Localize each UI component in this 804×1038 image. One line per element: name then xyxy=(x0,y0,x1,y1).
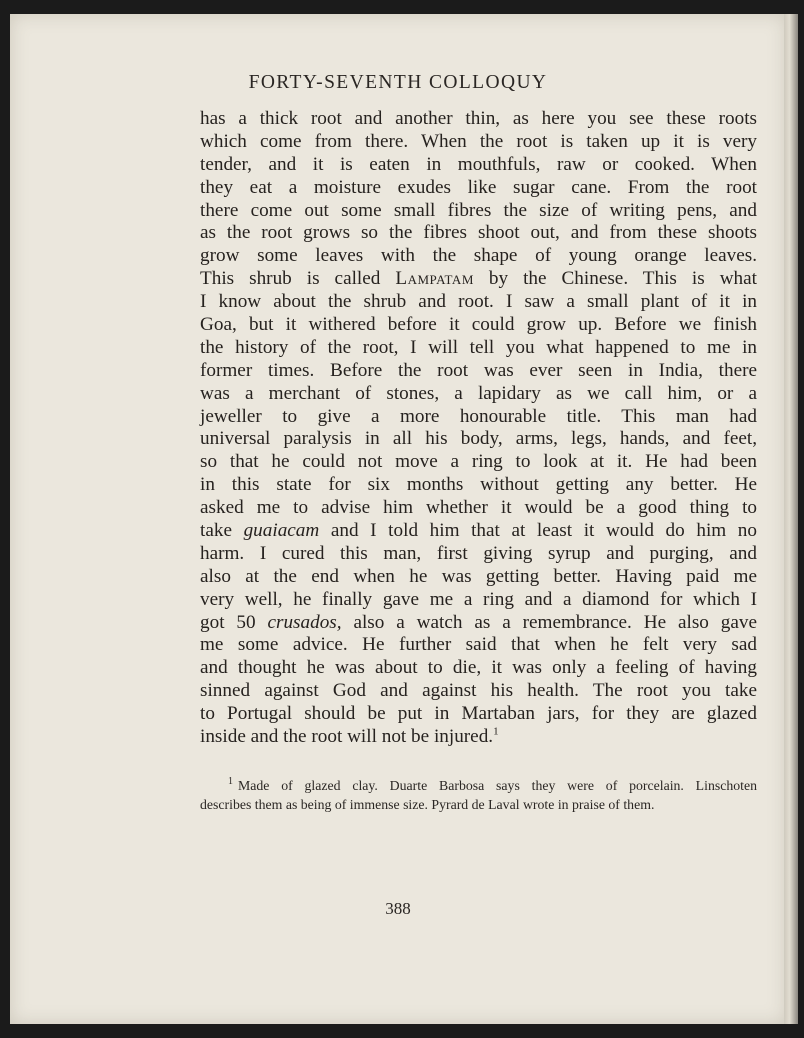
body-line: Goa, but it withered before it could grow up. Before we finish xyxy=(200,314,757,336)
body-line-segment: and I told him that at least it would do him no xyxy=(319,520,757,542)
body-line xyxy=(200,612,757,635)
footnote-line-2: describes them as being of immense size. Pyrard de Laval wrote in praise of them. xyxy=(200,797,655,812)
body-line xyxy=(200,268,757,291)
body-line-segment: inside and the root will not be injured. xyxy=(200,726,494,748)
body-line: me some advice. He further said that when he felt very sad xyxy=(200,634,757,656)
body-line: asked me to advise him whether it would be a good thing to xyxy=(200,497,757,519)
body-line: there come out some small fibres the size of writing pens, and xyxy=(200,199,757,221)
small-caps-term: Lampatam xyxy=(395,268,474,290)
body-line-segment: take xyxy=(200,520,244,542)
body-line: jeweller to give a more honourable title. This man had xyxy=(200,405,757,427)
body-line: universal paralysis in all his body, arms, legs, hands, and feet, xyxy=(200,428,757,450)
italic-term: guaiacam xyxy=(243,520,320,542)
body-line: the history of the root, I will tell you what happened to me in xyxy=(200,336,757,358)
italic-term: crusados, xyxy=(267,611,342,633)
footnote-reference: 1 xyxy=(493,725,499,738)
body-line: sinned against God and against his health. The root you take xyxy=(200,680,757,702)
body-line: so that he could not move a ring to look at it. He had been xyxy=(200,451,757,473)
footnote-text-1: Made of glazed clay. Duarte Barbosa says they were of porcelain. Linschoten xyxy=(238,778,757,793)
body-text xyxy=(200,108,757,749)
body-line-segment: This shrub is called xyxy=(200,268,396,290)
body-line xyxy=(200,726,757,749)
page-number: 388 xyxy=(385,899,411,918)
body-line: was a merchant of stones, a lapidary as we call him, or a xyxy=(200,382,757,404)
body-line: to Portugal should be put in Martaban jars, for they are glazed xyxy=(200,703,757,725)
body-line: grow some leaves with the shape of young orange leaves. xyxy=(200,245,757,267)
body-line: former times. Before the root was ever seen in India, there xyxy=(200,359,757,381)
body-line: in this state for six months without getting any better. He xyxy=(200,474,757,496)
body-line: also at the end when he was getting better. Having paid me xyxy=(200,565,757,587)
body-line xyxy=(200,520,757,543)
footnote xyxy=(200,776,757,814)
body-line: which come from there. When the root is taken up it is very xyxy=(200,130,757,152)
body-line-segment: also a watch as a remembrance. He also gave xyxy=(341,611,757,633)
book-page xyxy=(10,14,786,1024)
body-line-segment: by the Chinese. This is what xyxy=(473,268,757,290)
body-line: tender, and it is eaten in mouthfuls, raw or cooked. When xyxy=(200,153,757,175)
body-line: I know about the shrub and root. I saw a small plant of it in xyxy=(200,291,757,313)
body-line: has a thick root and another thin, as here you see these roots xyxy=(200,108,757,129)
body-line: as the root grows so the fibres shoot out, and from these shoots xyxy=(200,222,757,244)
footnote-line-1 xyxy=(200,776,757,795)
body-line: harm. I cured this man, first giving syrup and purging, and xyxy=(200,542,757,564)
body-line: they eat a moisture exudes like sugar cane. From the root xyxy=(200,176,757,198)
body-line: very well, he finally gave me a ring and a diamond for which I xyxy=(200,588,757,610)
footnote-marker: 1 xyxy=(228,776,233,788)
body-line: and thought he was about to die, it was only a feeling of having xyxy=(200,657,757,679)
page-edge xyxy=(784,14,798,1024)
page-header: FORTY-SEVENTH COLLOQUY xyxy=(248,72,548,93)
body-line-segment: got 50 xyxy=(200,611,268,633)
